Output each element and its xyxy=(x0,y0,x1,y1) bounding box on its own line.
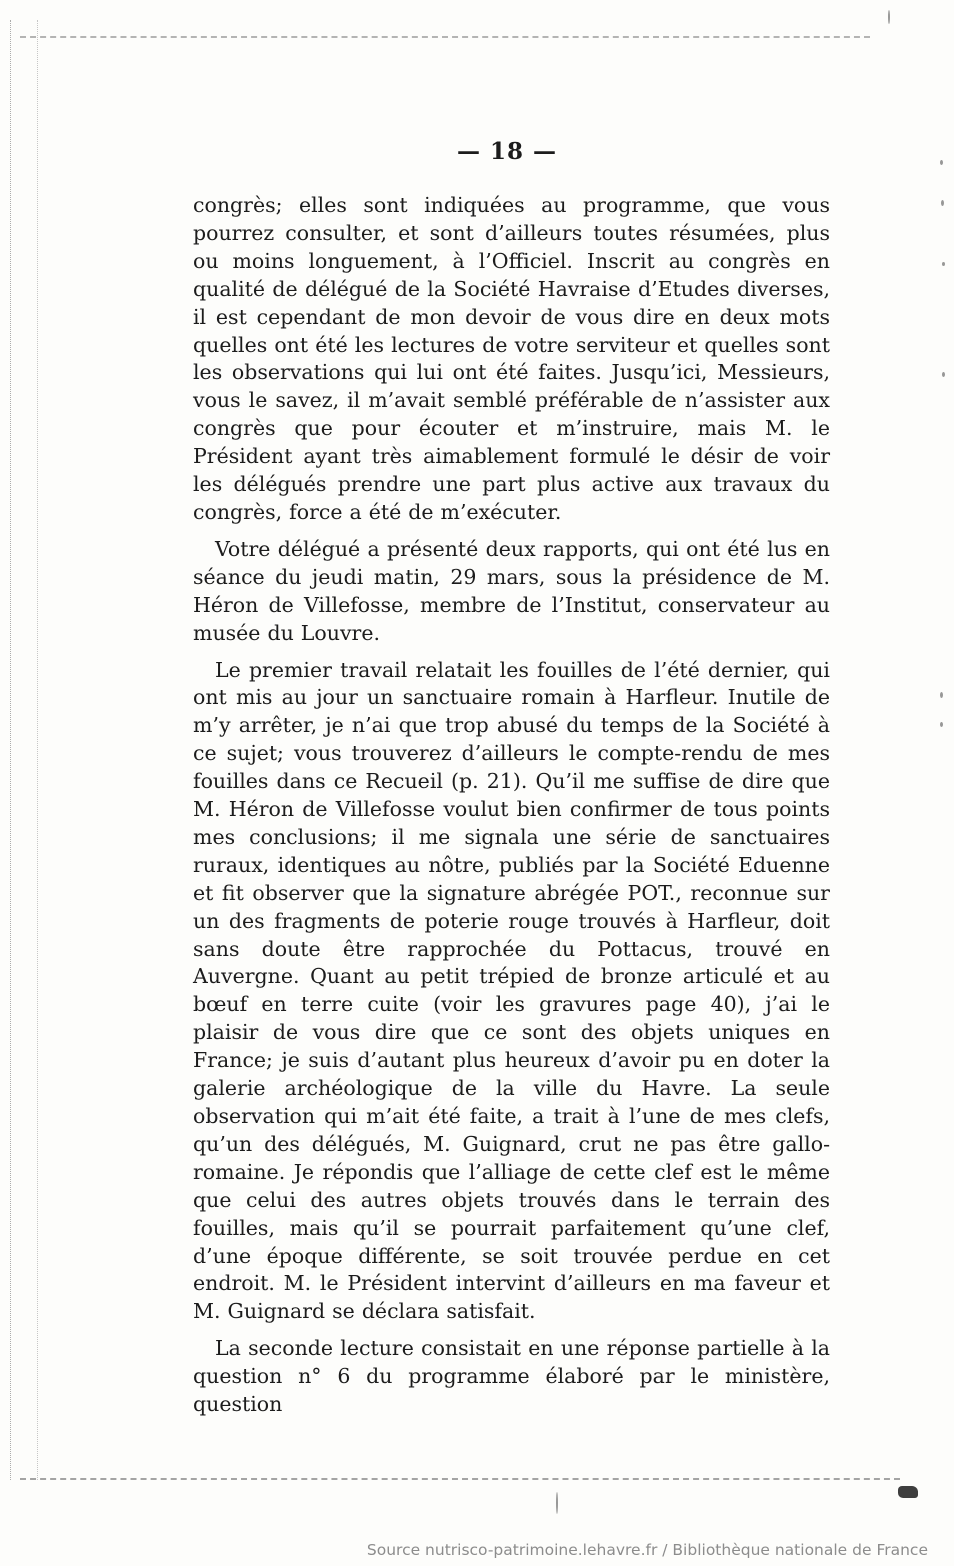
scan-speck xyxy=(942,372,945,377)
scan-speck xyxy=(940,160,943,165)
paragraph-3: Le premier travail relatait les fouilles de l’été dernier, qui ont mis au jour un sanctuaire romain à Harfleur. Inutile de m’y arrêter, je n’ai que trop abusé du temps de la Société à ce sujet; vous trouverez d’ailleurs le compte-rendu de mes fouilles dans ce Recueil (p. 21). Qu’il me suffise de dire que M. Héron de Villefosse voulut bien confirmer de tous points mes conclusions; il me signala une série de sanctuaires ruraux, identiques au nôtre, publiés par la Société Eduenne et fit observer que la signature abrégée POT., reconnue sur un des fragments de poterie rouge trouvés à Harfleur, doit sans doute être rapprochée du Pottacus, trouvé en Auvergne. Quant au petit trépied de bronze articulé et au bœuf en terre cuite (voir les gravures page 40), j’ai le plaisir de vous dire que ce sont des objets uniques en France; je suis d’autant plus heureux d’avoir pu en doter la galerie archéologique de la ville du Havre. La seule observation qui m’ait été faite, a trait à l’une de mes clefs, qu’un des délégués, M. Guignard, crut ne pas être gallo-romaine. Je répondis que l’alliage de cette clef est le même que celui des autres objets trouvés dans le terrain des fouilles, mais qu’il se pourrait parfaitement qu’une clef, d’une époque différente, se soit trouvée perdue en cet endroit. M. le Président intervint d’ailleurs en ma faveur et M. Guignard se déclara satisfait. xyxy=(193,657,830,1324)
scan-speck xyxy=(940,692,943,698)
scan-speck xyxy=(941,200,944,206)
scan-speck xyxy=(556,1492,558,1514)
bottom-border-line xyxy=(20,1478,900,1480)
scan-speck xyxy=(942,262,945,266)
ink-blot-mark xyxy=(898,1486,918,1498)
scan-speck xyxy=(888,10,890,24)
paragraph-1: congrès; elles sont indiquées au programme, que vous pourrez consulter, et sont d’ailleurs toutes résumées, plus ou moins longuement, à l’Officiel. Inscrit au congrès en qualité de délégué de la Société Havraise d’Etudes diverses, il est cependant de mon devoir de vous dire en deux mots quelles ont été les lectures de votre serviteur et quelles sont les observations qui lui ont été faites. Jusqu’ici, Messieurs, vous le savez, il m’avait semblé préférable de n’assister aux congrès que pour écouter et m’instruire, mais M. le Président ayant très aimablement formulé le désir de voir les délégués prendre une part plus active aux travaux du congrès, force a été de m’exécuter. xyxy=(193,193,830,524)
body-text xyxy=(193,192,830,1428)
left-margin-edge xyxy=(10,20,38,1480)
source-attribution: Source nutrisco-patrimoine.lehavre.fr / Bibliothèque nationale de France xyxy=(366,1541,928,1559)
paragraph-2: Votre délégué a présenté deux rapports, qui ont été lus en séance du jeudi matin, 29 mars, sous la présidence de M. Héron de Villefosse, membre de l’Institut, conservateur au musée du Louvre. xyxy=(193,536,830,645)
scan-speck xyxy=(940,722,943,727)
paragraph-4: La seconde lecture consistait en une réponse partielle à la question n° 6 du programme élaboré par le ministère, question xyxy=(193,1336,830,1417)
top-border-line xyxy=(20,36,870,38)
page-number: — 18 — xyxy=(456,138,558,165)
